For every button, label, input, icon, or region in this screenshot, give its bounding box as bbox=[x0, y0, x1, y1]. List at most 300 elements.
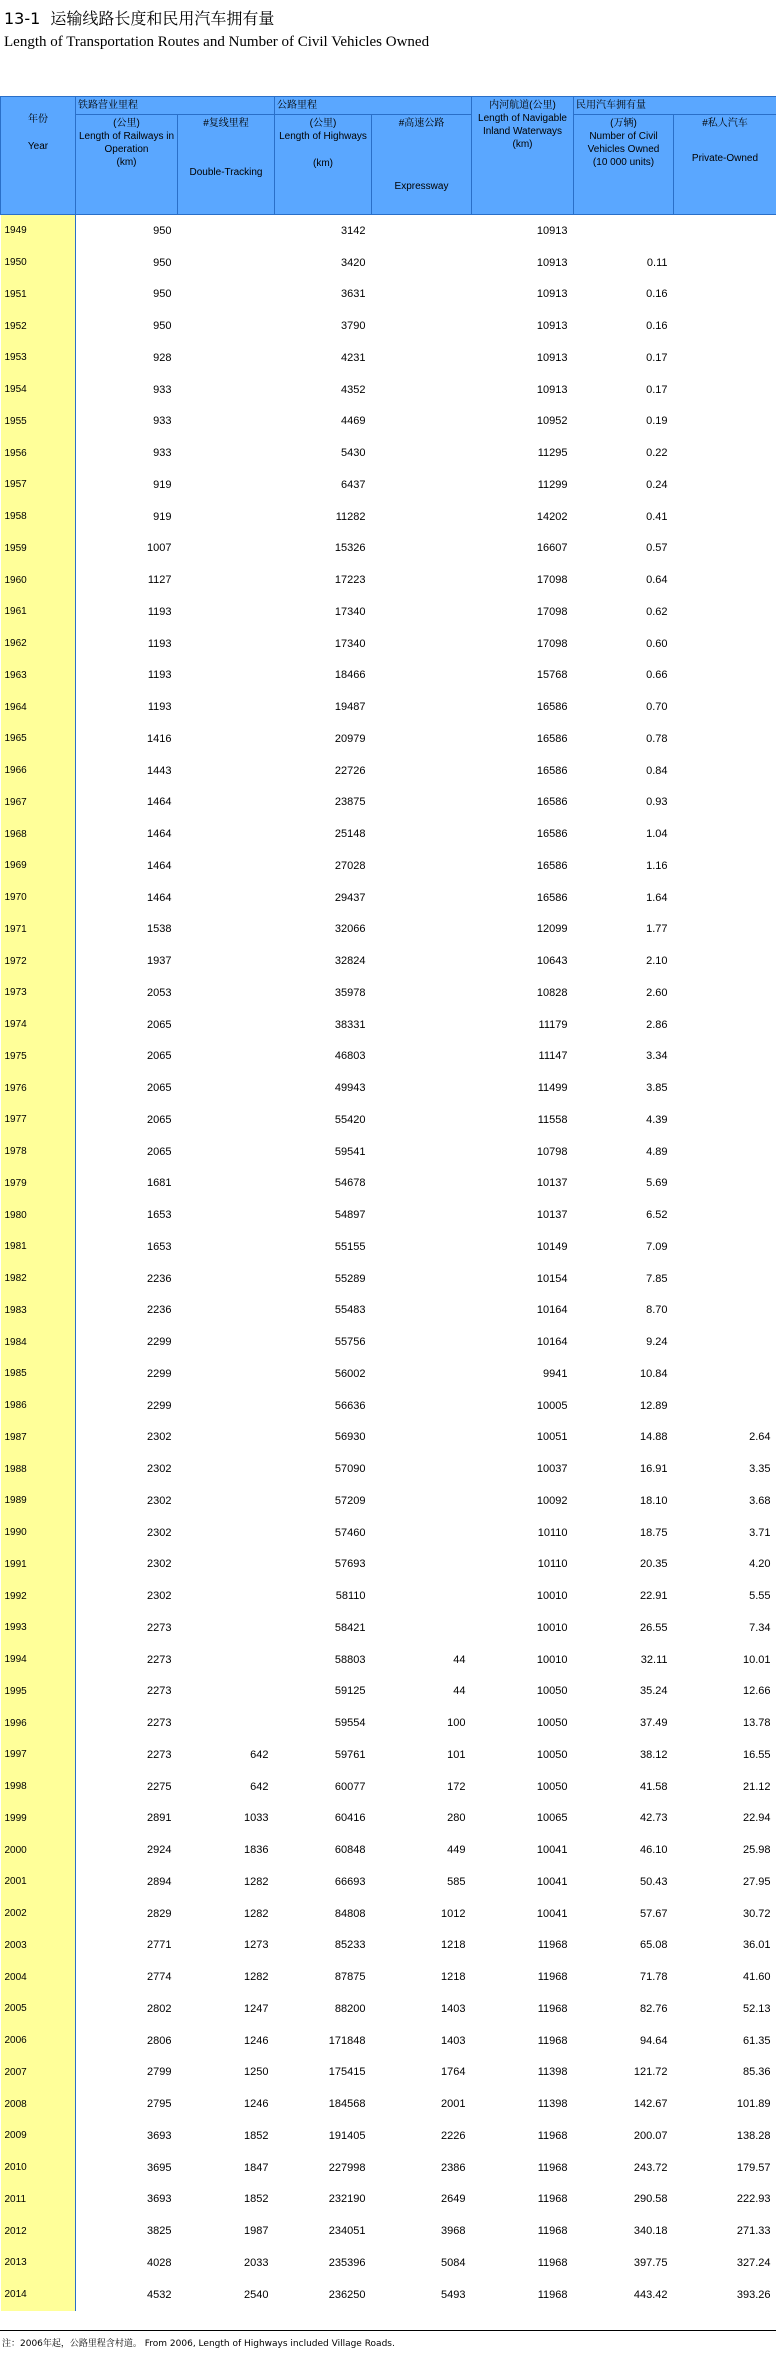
table-header bbox=[1, 97, 776, 215]
cell-rail: 1193 bbox=[147, 669, 172, 682]
table-row bbox=[1, 1295, 776, 1327]
cell-rail: 933 bbox=[153, 383, 172, 396]
cell-rail: 2065 bbox=[147, 1113, 172, 1126]
cell-private bbox=[674, 1295, 776, 1327]
cell-rail: 1653 bbox=[147, 1209, 172, 1222]
cell-waterway: 10952 bbox=[536, 415, 568, 428]
cell-rail: 2771 bbox=[147, 1939, 172, 1952]
table-row bbox=[1, 437, 776, 469]
cell-highway: 3631 bbox=[341, 288, 366, 301]
cell-private bbox=[674, 723, 776, 755]
cell-waterway: 11398 bbox=[537, 2098, 568, 2111]
cell-waterway: 14202 bbox=[536, 510, 568, 523]
cell-private: 13.78 bbox=[742, 1717, 771, 1730]
cell-highway: 49943 bbox=[334, 1082, 366, 1095]
cell-waterway: 10041 bbox=[536, 1875, 568, 1888]
cell-double-tracking bbox=[178, 501, 275, 533]
cell-private: 179.57 bbox=[736, 2161, 771, 2174]
cell-year: 1992 bbox=[1, 1580, 76, 1612]
cell-rail: 1193 bbox=[147, 605, 172, 618]
cell-expressway bbox=[372, 723, 472, 755]
cell-private: 36.01 bbox=[742, 1939, 771, 1952]
cell-year: 1985 bbox=[1, 1358, 76, 1390]
cell-expressway bbox=[372, 1358, 472, 1390]
cell-private bbox=[674, 1358, 776, 1390]
cell-double-tracking: 1247 bbox=[244, 2002, 269, 2015]
cell-highway: 232190 bbox=[328, 2193, 366, 2206]
cell-private: 30.72 bbox=[742, 1907, 771, 1920]
cell-double-tracking: 1033 bbox=[244, 1812, 269, 1825]
cell-expressway: 280 bbox=[447, 1812, 466, 1825]
table-row bbox=[1, 1009, 776, 1041]
cell-double-tracking: 642 bbox=[250, 1748, 269, 1761]
header-rail-group: 铁路营业里程 bbox=[76, 97, 275, 115]
cell-year: 1977 bbox=[1, 1104, 76, 1136]
table-row bbox=[1, 1136, 776, 1168]
cell-expressway bbox=[372, 882, 472, 914]
table-row bbox=[1, 2057, 776, 2089]
table-row bbox=[1, 1803, 776, 1835]
cell-rail: 2774 bbox=[147, 1971, 172, 1984]
cell-waterway: 9941 bbox=[543, 1367, 568, 1380]
cell-year: 1955 bbox=[1, 406, 76, 438]
table-row bbox=[1, 2247, 776, 2279]
cell-highway: 54678 bbox=[334, 1177, 366, 1190]
table-row bbox=[1, 596, 776, 628]
cell-expressway bbox=[372, 1168, 472, 1200]
cell-private bbox=[674, 977, 776, 1009]
cell-double-tracking bbox=[178, 1517, 275, 1549]
cell-expressway bbox=[372, 660, 472, 692]
cell-vehicles: 10.84 bbox=[639, 1367, 668, 1380]
cell-private bbox=[674, 691, 776, 723]
cell-waterway: 10154 bbox=[536, 1272, 568, 1285]
cell-year: 2011 bbox=[1, 2184, 76, 2216]
header-vehicles bbox=[574, 115, 674, 215]
cell-highway: 17340 bbox=[334, 637, 366, 650]
cell-waterway: 10164 bbox=[536, 1336, 568, 1349]
cell-expressway: 1218 bbox=[441, 1939, 466, 1952]
cell-expressway: 44 bbox=[453, 1685, 466, 1698]
cell-waterway: 11398 bbox=[537, 2066, 568, 2079]
table-row bbox=[1, 2279, 776, 2311]
bottom-rule bbox=[0, 2330, 776, 2331]
cell-expressway bbox=[372, 406, 472, 438]
cell-rail: 1653 bbox=[147, 1240, 172, 1253]
cell-rail: 2236 bbox=[147, 1272, 172, 1285]
cell-year: 1971 bbox=[1, 914, 76, 946]
cell-waterway: 10050 bbox=[536, 1780, 568, 1793]
cell-double-tracking bbox=[178, 1580, 275, 1612]
cell-highway: 29437 bbox=[334, 891, 366, 904]
cell-double-tracking bbox=[178, 374, 275, 406]
cell-double-tracking: 1847 bbox=[244, 2161, 269, 2174]
cell-expressway bbox=[372, 215, 472, 247]
cell-double-tracking bbox=[178, 945, 275, 977]
table-row bbox=[1, 1707, 776, 1739]
cell-year: 1972 bbox=[1, 945, 76, 977]
cell-private: 16.55 bbox=[742, 1748, 771, 1761]
table-row bbox=[1, 628, 776, 660]
cell-year: 1962 bbox=[1, 628, 76, 660]
cell-highway: 59125 bbox=[334, 1685, 366, 1698]
cell-rail: 2273 bbox=[147, 1748, 172, 1761]
cell-private bbox=[674, 1231, 776, 1263]
cell-private: 12.66 bbox=[742, 1685, 771, 1698]
cell-private bbox=[674, 406, 776, 438]
table-row bbox=[1, 469, 776, 501]
table-row bbox=[1, 914, 776, 946]
table-row bbox=[1, 1072, 776, 1104]
header-rail-km: (km) bbox=[116, 157, 137, 168]
cell-year: 2000 bbox=[1, 1834, 76, 1866]
cell-waterway: 10065 bbox=[536, 1812, 568, 1825]
cell-double-tracking: 1273 bbox=[244, 1939, 269, 1952]
cell-expressway bbox=[372, 1580, 472, 1612]
cell-highway: 66693 bbox=[334, 1875, 366, 1888]
header-veh-units: (10 000 units) bbox=[592, 157, 655, 168]
cell-waterway: 11968 bbox=[537, 1939, 568, 1952]
cell-waterway: 10913 bbox=[536, 224, 568, 237]
table-row bbox=[1, 1771, 776, 1803]
cell-vehicles: 5.69 bbox=[646, 1177, 668, 1190]
cell-expressway bbox=[372, 1485, 472, 1517]
cell-waterway: 17098 bbox=[536, 574, 568, 587]
cell-waterway: 11968 bbox=[537, 2129, 568, 2142]
cell-highway: 17340 bbox=[334, 605, 366, 618]
cell-waterway: 11147 bbox=[538, 1050, 568, 1063]
cell-double-tracking bbox=[178, 1199, 275, 1231]
cell-vehicles: 0.16 bbox=[646, 320, 668, 333]
cell-year: 1950 bbox=[1, 247, 76, 279]
cell-vehicles: 8.70 bbox=[646, 1304, 668, 1317]
cell-highway: 184568 bbox=[328, 2098, 366, 2111]
cell-rail: 950 bbox=[153, 224, 172, 237]
cell-vehicles: 0.41 bbox=[646, 510, 668, 523]
cell-vehicles: 46.10 bbox=[639, 1844, 668, 1857]
cell-highway: 19487 bbox=[334, 701, 366, 714]
table-row bbox=[1, 1580, 776, 1612]
cell-highway: 57693 bbox=[334, 1558, 366, 1571]
cell-expressway bbox=[372, 1517, 472, 1549]
cell-vehicles: 32.11 bbox=[640, 1653, 668, 1666]
header-priv-cn: #私人汽车 bbox=[702, 118, 748, 129]
table-row bbox=[1, 215, 776, 247]
cell-highway: 35978 bbox=[334, 986, 366, 999]
cell-expressway bbox=[372, 914, 472, 946]
cell-double-tracking bbox=[178, 850, 275, 882]
cell-waterway: 11968 bbox=[537, 2225, 568, 2238]
cell-expressway: 1764 bbox=[441, 2066, 466, 2079]
table-row bbox=[1, 1549, 776, 1581]
cell-double-tracking bbox=[178, 1326, 275, 1358]
cell-highway: 56930 bbox=[334, 1431, 366, 1444]
cell-waterway: 10010 bbox=[536, 1653, 568, 1666]
cell-vehicles: 121.72 bbox=[633, 2066, 668, 2079]
cell-waterway: 10037 bbox=[536, 1463, 568, 1476]
cell-waterway: 10050 bbox=[536, 1717, 568, 1730]
cell-rail: 2802 bbox=[147, 2002, 172, 2015]
cell-rail: 950 bbox=[153, 288, 172, 301]
cell-year: 1988 bbox=[1, 1453, 76, 1485]
cell-year: 2008 bbox=[1, 2088, 76, 2120]
cell-year: 2012 bbox=[1, 2215, 76, 2247]
table-title-en: Length of Transportation Routes and Number of Civil Vehicles Owned bbox=[4, 34, 430, 50]
table-row bbox=[1, 1231, 776, 1263]
table-number: 13-1 bbox=[4, 9, 41, 28]
header-water-cn: 内河航道(公里) bbox=[489, 100, 556, 111]
cell-vehicles: 26.55 bbox=[639, 1621, 668, 1634]
cell-year: 1970 bbox=[1, 882, 76, 914]
cell-highway: 22726 bbox=[334, 764, 366, 777]
header-water-en: Length of Navigable Inland Waterways bbox=[478, 113, 567, 137]
cell-year: 1976 bbox=[1, 1072, 76, 1104]
cell-expressway bbox=[372, 437, 472, 469]
cell-waterway: 10110 bbox=[537, 1526, 568, 1539]
table-row bbox=[1, 2152, 776, 2184]
cell-double-tracking: 642 bbox=[250, 1780, 269, 1793]
header-hwy-en: Length of Highways bbox=[279, 131, 367, 142]
table-row bbox=[1, 1898, 776, 1930]
cell-vehicles: 340.18 bbox=[633, 2225, 668, 2238]
cell-double-tracking bbox=[178, 1136, 275, 1168]
cell-expressway bbox=[372, 1612, 472, 1644]
footnote: 注：2006年起，公路里程含村道。 From 2006, Length of Highways included Village Roads. bbox=[2, 2339, 395, 2349]
cell-year: 1984 bbox=[1, 1326, 76, 1358]
cell-private: 52.13 bbox=[742, 2002, 771, 2015]
cell-double-tracking bbox=[178, 1231, 275, 1263]
cell-vehicles: 7.85 bbox=[646, 1272, 668, 1285]
cell-double-tracking bbox=[178, 1009, 275, 1041]
cell-waterway: 16586 bbox=[536, 796, 568, 809]
cell-private: 10.01 bbox=[742, 1653, 771, 1666]
cell-waterway: 11968 bbox=[537, 2161, 568, 2174]
cell-rail: 1681 bbox=[147, 1177, 172, 1190]
cell-private bbox=[674, 1041, 776, 1073]
cell-rail: 1193 bbox=[147, 701, 172, 714]
cell-highway: 55756 bbox=[334, 1336, 366, 1349]
cell-waterway: 17098 bbox=[536, 637, 568, 650]
cell-waterway: 11558 bbox=[537, 1113, 568, 1126]
cell-vehicles: 0.22 bbox=[646, 447, 668, 460]
cell-double-tracking bbox=[178, 1390, 275, 1422]
cell-highway: 11282 bbox=[335, 510, 366, 523]
cell-highway: 4352 bbox=[341, 383, 366, 396]
cell-vehicles: 2.60 bbox=[646, 986, 668, 999]
cell-waterway: 10149 bbox=[536, 1240, 568, 1253]
cell-highway: 88200 bbox=[334, 2002, 366, 2015]
cell-year: 2001 bbox=[1, 1866, 76, 1898]
cell-double-tracking bbox=[178, 1263, 275, 1295]
header-private bbox=[674, 115, 776, 215]
cell-double-tracking bbox=[178, 564, 275, 596]
cell-vehicles: 0.66 bbox=[646, 669, 668, 682]
cell-rail: 1007 bbox=[147, 542, 172, 555]
cell-rail: 1193 bbox=[147, 637, 172, 650]
cell-rail: 2891 bbox=[147, 1812, 172, 1825]
header-year-cn: 年份 bbox=[28, 114, 48, 125]
cell-highway: 54897 bbox=[334, 1209, 366, 1222]
cell-waterway: 10050 bbox=[536, 1685, 568, 1698]
cell-private bbox=[674, 1168, 776, 1200]
data-table bbox=[0, 96, 776, 2311]
cell-private bbox=[674, 1072, 776, 1104]
cell-year: 2002 bbox=[1, 1898, 76, 1930]
cell-highway: 18466 bbox=[334, 669, 366, 682]
table-row bbox=[1, 2184, 776, 2216]
cell-double-tracking: 1836 bbox=[244, 1844, 269, 1857]
cell-expressway bbox=[372, 1231, 472, 1263]
cell-rail: 1416 bbox=[147, 732, 172, 745]
cell-private: 101.89 bbox=[736, 2098, 771, 2111]
table-row bbox=[1, 691, 776, 723]
cell-expressway bbox=[372, 501, 472, 533]
cell-expressway: 5493 bbox=[441, 2288, 466, 2301]
cell-year: 1997 bbox=[1, 1739, 76, 1771]
cell-expressway bbox=[372, 279, 472, 311]
cell-waterway: 10041 bbox=[536, 1844, 568, 1857]
cell-vehicles: 38.12 bbox=[639, 1748, 668, 1761]
cell-vehicles: 7.09 bbox=[646, 1240, 668, 1253]
cell-rail: 3695 bbox=[147, 2161, 172, 2174]
cell-waterway: 10092 bbox=[536, 1494, 568, 1507]
cell-private: 7.34 bbox=[749, 1621, 771, 1634]
cell-year: 2006 bbox=[1, 2025, 76, 2057]
cell-private bbox=[674, 469, 776, 501]
cell-highway: 6437 bbox=[341, 478, 366, 491]
cell-vehicles bbox=[574, 215, 674, 247]
cell-vehicles: 142.67 bbox=[633, 2098, 668, 2111]
cell-private: 22.94 bbox=[742, 1812, 771, 1825]
cell-private: 5.55 bbox=[749, 1590, 771, 1603]
cell-waterway: 11968 bbox=[537, 2256, 568, 2269]
table-row bbox=[1, 755, 776, 787]
cell-private: 25.98 bbox=[742, 1844, 771, 1857]
cell-private bbox=[674, 945, 776, 977]
cell-highway: 57209 bbox=[334, 1494, 366, 1507]
cell-highway: 32066 bbox=[334, 923, 366, 936]
cell-double-tracking bbox=[178, 1644, 275, 1676]
header-hwy-unit: (公里) bbox=[309, 118, 337, 129]
cell-double-tracking: 1250 bbox=[244, 2066, 269, 2079]
cell-expressway bbox=[372, 1422, 472, 1454]
cell-waterway: 11968 bbox=[537, 1971, 568, 1984]
header-veh-group: 民用汽车拥有量 bbox=[574, 97, 776, 115]
cell-waterway: 10798 bbox=[536, 1145, 568, 1158]
cell-double-tracking bbox=[178, 1676, 275, 1708]
cell-waterway: 10010 bbox=[536, 1621, 568, 1634]
cell-rail: 950 bbox=[153, 256, 172, 269]
cell-highway: 23875 bbox=[334, 796, 366, 809]
header-expressway bbox=[372, 115, 472, 215]
cell-private bbox=[674, 1390, 776, 1422]
cell-expressway bbox=[372, 787, 472, 819]
cell-expressway: 3968 bbox=[441, 2225, 466, 2238]
cell-double-tracking bbox=[178, 1707, 275, 1739]
table-row bbox=[1, 945, 776, 977]
cell-expressway bbox=[372, 1041, 472, 1073]
cell-year: 1973 bbox=[1, 977, 76, 1009]
cell-private: 21.12 bbox=[742, 1780, 771, 1793]
cell-double-tracking bbox=[178, 1485, 275, 1517]
cell-expressway bbox=[372, 342, 472, 374]
cell-highway: 3142 bbox=[341, 224, 366, 237]
table-row bbox=[1, 1866, 776, 1898]
cell-waterway: 10913 bbox=[536, 320, 568, 333]
cell-double-tracking bbox=[178, 818, 275, 850]
cell-highway: 171848 bbox=[328, 2034, 366, 2047]
table-row bbox=[1, 1930, 776, 1962]
cell-year: 1993 bbox=[1, 1612, 76, 1644]
cell-rail: 2065 bbox=[147, 1082, 172, 1095]
cell-rail: 2275 bbox=[147, 1780, 172, 1793]
cell-expressway bbox=[372, 628, 472, 660]
cell-vehicles: 6.52 bbox=[646, 1209, 668, 1222]
cell-vehicles: 12.89 bbox=[639, 1399, 668, 1412]
cell-highway: 58421 bbox=[334, 1621, 366, 1634]
cell-highway: 236250 bbox=[328, 2288, 366, 2301]
cell-vehicles: 0.19 bbox=[646, 415, 668, 428]
cell-waterway: 16607 bbox=[536, 542, 568, 555]
header-double-en: Double-Tracking bbox=[189, 167, 263, 178]
cell-waterway: 10041 bbox=[536, 1907, 568, 1920]
cell-year: 1965 bbox=[1, 723, 76, 755]
cell-highway: 84808 bbox=[334, 1907, 366, 1920]
header-rail-en: Length of Railways in Operation bbox=[78, 131, 175, 155]
cell-private: 41.60 bbox=[742, 1971, 771, 1984]
cell-vehicles: 443.42 bbox=[633, 2288, 668, 2301]
cell-private bbox=[674, 374, 776, 406]
cell-year: 1996 bbox=[1, 1707, 76, 1739]
cell-expressway bbox=[372, 374, 472, 406]
cell-highway: 56636 bbox=[334, 1399, 366, 1412]
cell-private bbox=[674, 628, 776, 660]
table-row bbox=[1, 247, 776, 279]
cell-vehicles: 37.49 bbox=[639, 1717, 668, 1730]
cell-highway: 60416 bbox=[334, 1812, 366, 1825]
cell-vehicles: 18.10 bbox=[639, 1494, 668, 1507]
cell-waterway: 11299 bbox=[537, 478, 568, 491]
cell-year: 1964 bbox=[1, 691, 76, 723]
cell-vehicles: 65.08 bbox=[639, 1939, 668, 1952]
cell-year: 2007 bbox=[1, 2057, 76, 2089]
cell-year: 2003 bbox=[1, 1930, 76, 1962]
table-row bbox=[1, 1263, 776, 1295]
cell-vehicles: 2.10 bbox=[646, 955, 668, 968]
table-row bbox=[1, 1993, 776, 2025]
cell-expressway: 1403 bbox=[441, 2034, 466, 2047]
cell-private bbox=[674, 247, 776, 279]
cell-waterway: 10913 bbox=[536, 383, 568, 396]
cell-year: 2013 bbox=[1, 2247, 76, 2279]
cell-rail: 2273 bbox=[147, 1717, 172, 1730]
cell-waterway: 15768 bbox=[536, 669, 568, 682]
table-row bbox=[1, 1612, 776, 1644]
cell-double-tracking bbox=[178, 533, 275, 565]
cell-rail: 933 bbox=[153, 415, 172, 428]
cell-expressway bbox=[372, 1295, 472, 1327]
cell-double-tracking bbox=[178, 1453, 275, 1485]
cell-expressway bbox=[372, 1072, 472, 1104]
cell-vehicles: 0.60 bbox=[646, 637, 668, 650]
cell-expressway: 100 bbox=[447, 1717, 466, 1730]
cell-year: 1960 bbox=[1, 564, 76, 596]
header-veh-en: Number of Civil Vehicles Owned bbox=[587, 131, 660, 155]
cell-rail: 4028 bbox=[147, 2256, 172, 2269]
cell-double-tracking bbox=[178, 1549, 275, 1581]
cell-rail: 933 bbox=[153, 447, 172, 460]
cell-double-tracking bbox=[178, 755, 275, 787]
